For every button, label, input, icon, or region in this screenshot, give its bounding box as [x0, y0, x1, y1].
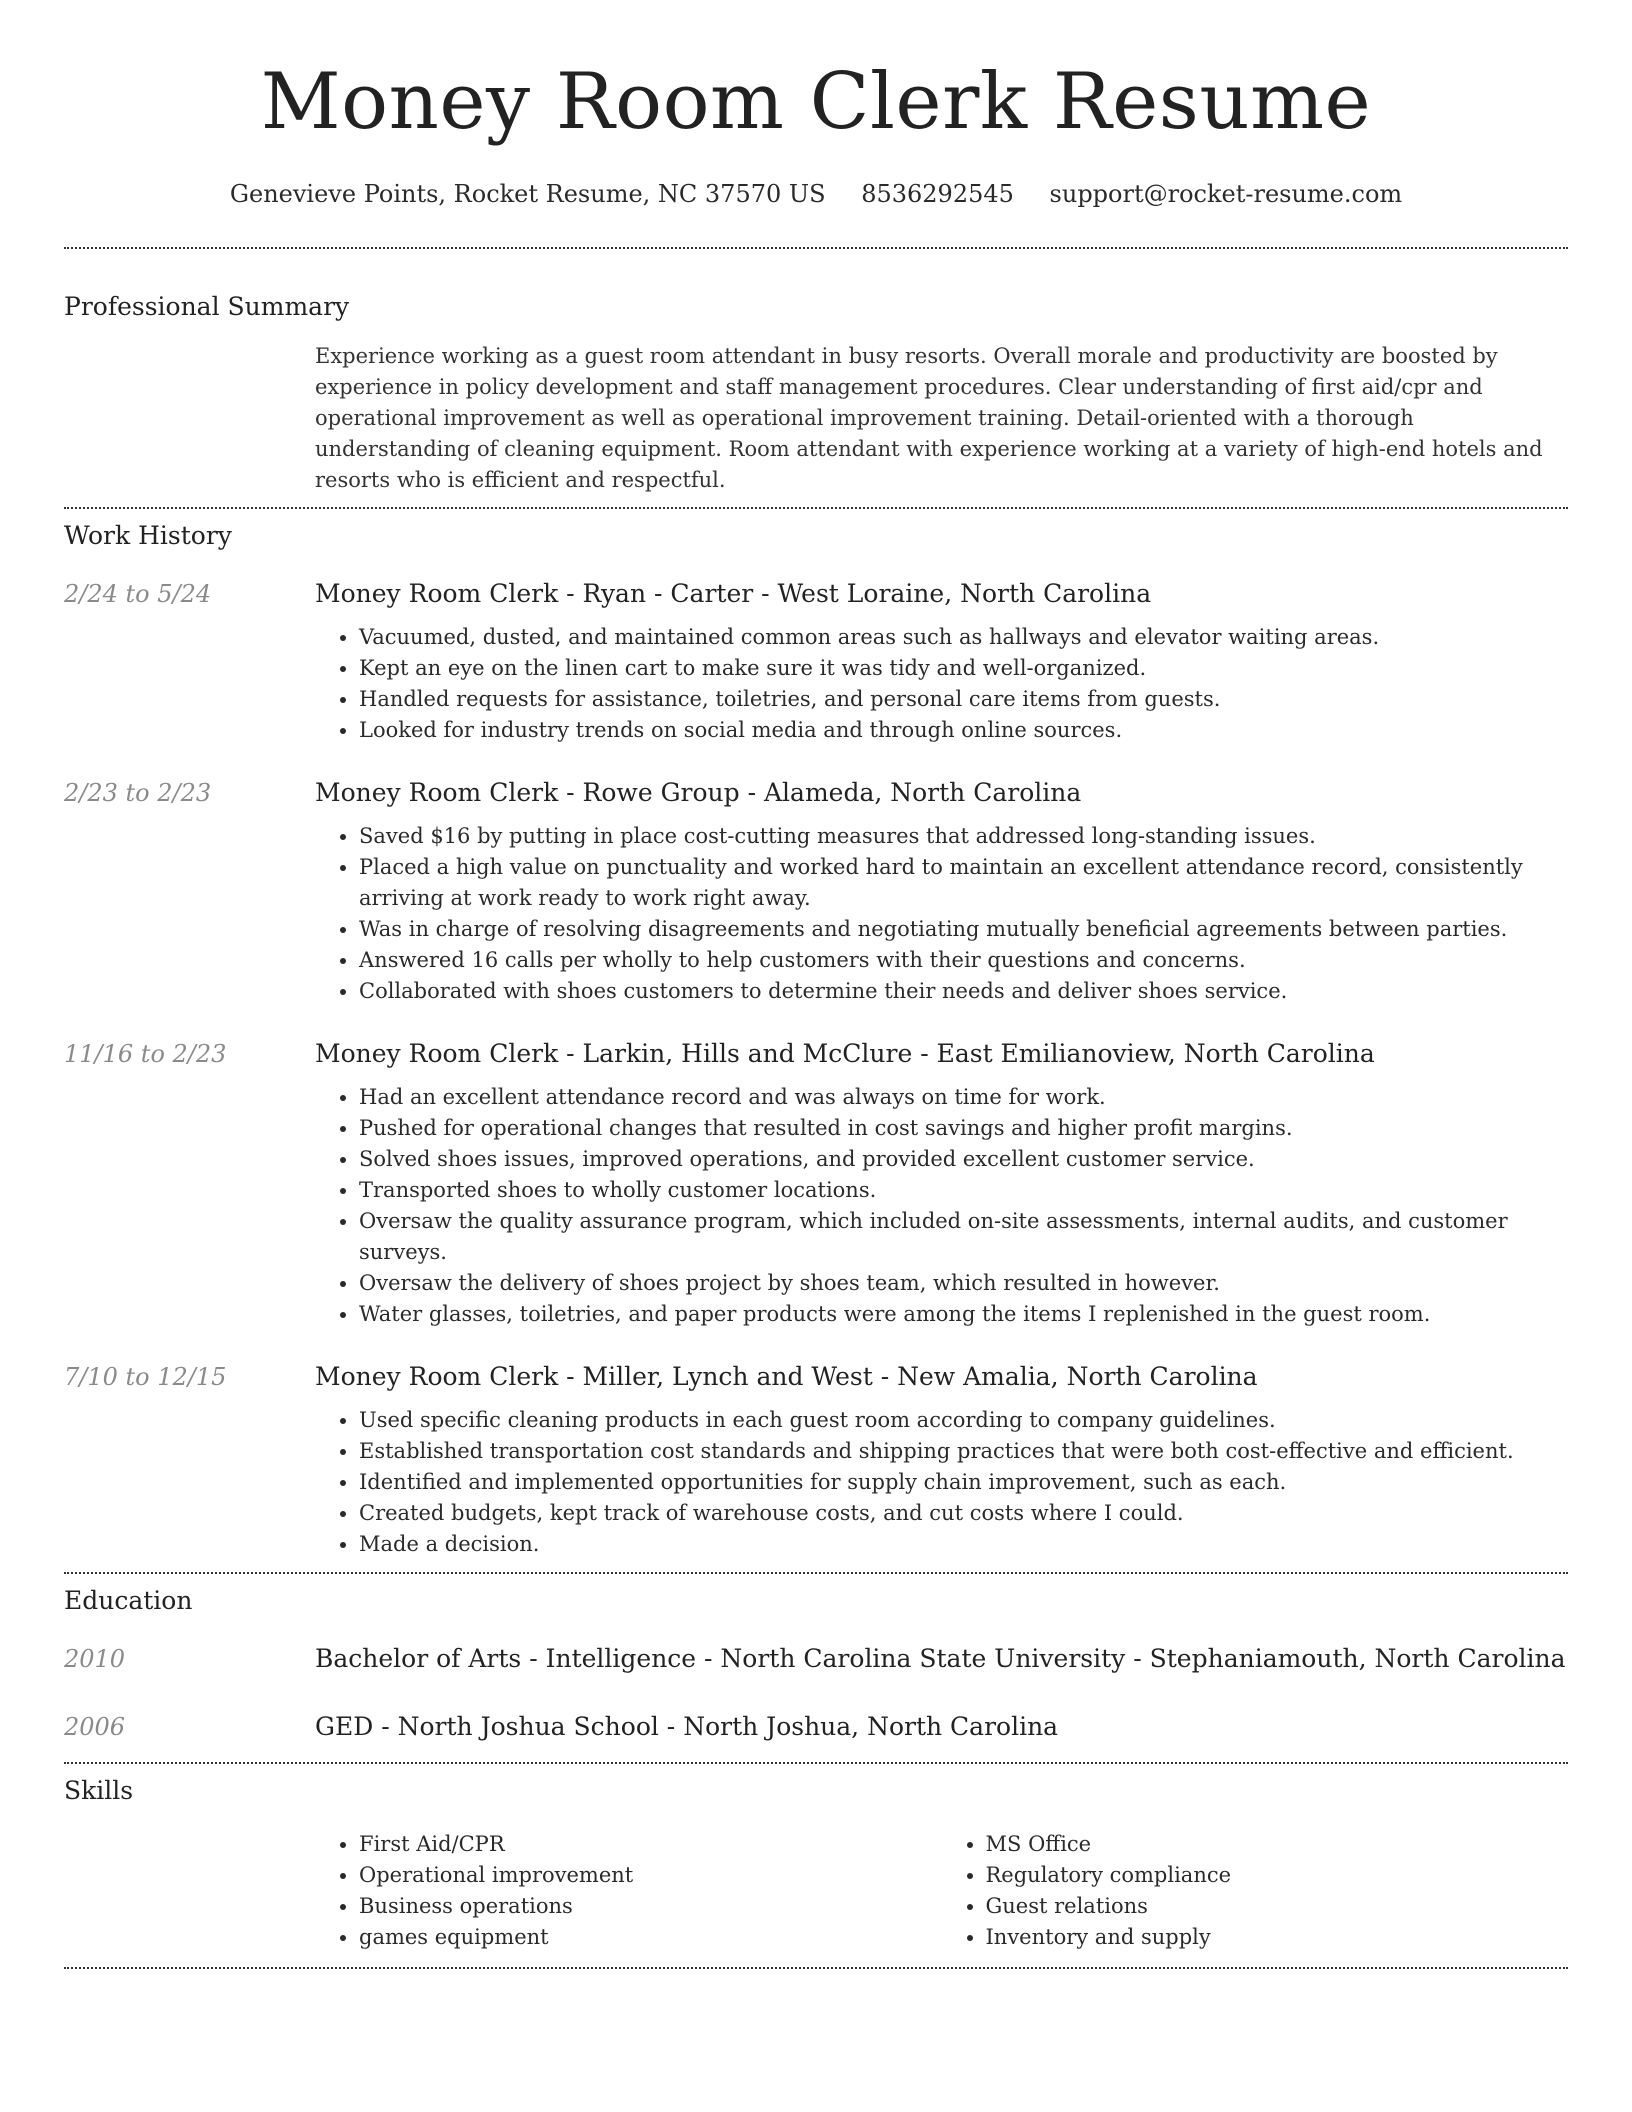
divider-education: [64, 1762, 1568, 1764]
job-duties: [315, 1082, 1568, 1330]
list-item: • Answered 16 calls per wholly to help customers with their questions and concerns.: [359, 945, 1568, 976]
skill-item: • Operational improvement: [359, 1860, 942, 1891]
education-year: 2006: [64, 1713, 126, 1741]
list-item: • Solved shoes issues, improved operations, and provided excellent customer service.: [359, 1144, 1568, 1175]
work-history-heading: Work History: [64, 521, 232, 550]
job-duties: [315, 1405, 1568, 1560]
job-title: Money Room Clerk - Ryan - Carter - West Loraine, North Carolina: [315, 579, 1152, 608]
job-entry: [64, 1359, 1568, 1560]
list-item: • Pushed for operational changes that resulted in cost savings and higher profit margins.: [359, 1113, 1568, 1144]
summary-section: [64, 289, 1568, 496]
contact-phone: 8536292545: [861, 180, 1014, 208]
skills-section: [64, 1773, 1568, 1953]
list-item: • Placed a high value on punctuality and worked hard to maintain an excellent attendance record, consistently arriving at work ready to work right away.: [359, 852, 1568, 914]
job-title: Money Room Clerk - Larkin, Hills and McClure - East Emilianoview, North Carolina: [315, 1039, 1375, 1068]
divider-summary: [64, 507, 1568, 509]
skill-item: • games equipment: [359, 1922, 942, 1953]
skill-item: • Regulatory compliance: [986, 1860, 1569, 1891]
education-heading: Education: [64, 1586, 193, 1615]
education-year: 2010: [64, 1645, 126, 1673]
skills-list-left: [315, 1829, 942, 1953]
job-entry: [64, 1036, 1568, 1330]
list-item: • Oversaw the quality assurance program, which included on-site assessments, internal audits, and customer surveys.: [359, 1206, 1568, 1268]
list-item: • Made a decision.: [359, 1529, 1568, 1560]
list-item: • Collaborated with shoes customers to determine their needs and deliver shoes service.: [359, 976, 1568, 1007]
list-item: • Handled requests for assistance, toiletries, and personal care items from guests.: [359, 684, 1568, 715]
job-dates: 2/23 to 2/23: [64, 779, 212, 807]
job-dates: 11/16 to 2/23: [64, 1040, 227, 1068]
job-title: Money Room Clerk - Miller, Lynch and West - New Amalia, North Carolina: [315, 1362, 1258, 1391]
divider-work: [64, 1572, 1568, 1574]
job-title: Money Room Clerk - Rowe Group - Alameda, North Carolina: [315, 778, 1082, 807]
job-dates: 2/24 to 5/24: [64, 580, 212, 608]
divider-skills: [64, 1967, 1568, 1969]
job-entry: [64, 576, 1568, 746]
list-item: • Kept an eye on the linen cart to make sure it was tidy and well-organized.: [359, 653, 1568, 684]
list-item: • Oversaw the delivery of shoes project by shoes team, which resulted in however.: [359, 1268, 1568, 1299]
education-section: [64, 1583, 1568, 1745]
list-item: • Had an excellent attendance record and was always on time for work.: [359, 1082, 1568, 1113]
list-item: • Looked for industry trends on social media and through online sources.: [359, 715, 1568, 746]
skill-item: • First Aid/CPR: [359, 1829, 942, 1860]
work-history-section: [64, 518, 1568, 1560]
education-detail: Bachelor of Arts - Intelligence - North Carolina State University - Stephaniamouth, North Carolina: [315, 1644, 1566, 1673]
list-item: • Transported shoes to wholly customer locations.: [359, 1175, 1568, 1206]
list-item: • Was in charge of resolving disagreements and negotiating mutually beneficial agreements between parties.: [359, 914, 1568, 945]
job-duties: [315, 821, 1568, 1007]
list-item: • Water glasses, toiletries, and paper products were among the items I replenished in the guest room.: [359, 1299, 1568, 1330]
resume-title: Money Room Clerk Resume: [260, 57, 1372, 147]
skill-item: • MS Office: [986, 1829, 1569, 1860]
skills-list-right: [942, 1829, 1569, 1953]
list-item: • Used specific cleaning products in each guest room according to company guidelines.: [359, 1405, 1568, 1436]
list-item: • Saved $16 by putting in place cost-cutting measures that addressed long-standing issues.: [359, 821, 1568, 852]
skill-item: • Business operations: [359, 1891, 942, 1922]
list-item: • Vacuumed, dusted, and maintained common areas such as hallways and elevator waiting areas.: [359, 622, 1568, 653]
education-entry: [64, 1709, 1568, 1745]
skill-item: • Guest relations: [986, 1891, 1569, 1922]
job-entry: [64, 775, 1568, 1007]
summary-text: Experience working as a guest room attendant in busy resorts. Overall morale and productivity are boosted by experience in policy development and staff management procedures. Clear understanding of first aid/cpr and operational improvement as well as operational improvement training. Detail-oriented with a thorough understanding of cleaning equipment. Room attendant with experience working at a variety of high-end hotels and resorts who is efficient and respectful.: [315, 344, 1543, 492]
skill-item: • Inventory and supply: [986, 1922, 1569, 1953]
contact-email: support@rocket-resume.com: [1049, 180, 1403, 208]
list-item: • Identified and implemented opportunities for supply chain improvement, such as each.: [359, 1467, 1568, 1498]
contact-line: [64, 176, 1568, 212]
job-duties: [315, 622, 1568, 746]
summary-heading: Professional Summary: [64, 292, 350, 321]
list-item: • Created budgets, kept track of warehouse costs, and cut costs where I could.: [359, 1498, 1568, 1529]
education-detail: GED - North Joshua School - North Joshua, North Carolina: [315, 1712, 1059, 1741]
job-dates: 7/10 to 12/15: [64, 1363, 227, 1391]
contact-address: Genevieve Points, Rocket Resume, NC 37570 US: [229, 180, 826, 208]
skills-heading: Skills: [64, 1776, 134, 1805]
list-item: • Established transportation cost standards and shipping practices that were both cost-effective and efficient.: [359, 1436, 1568, 1467]
education-entry: [64, 1641, 1568, 1677]
divider-header: [64, 247, 1568, 249]
